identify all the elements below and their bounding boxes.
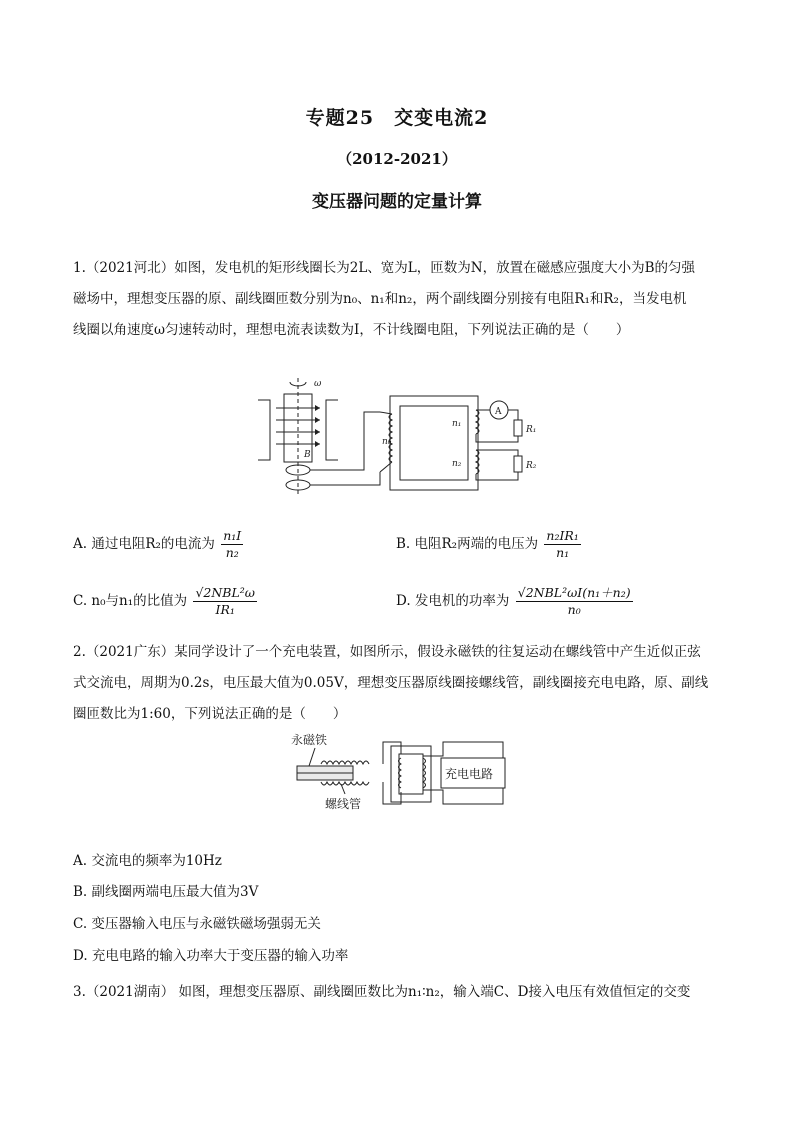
q2-line-2: 式交流电，周期为0.2s，电压最大值为0.05V，理想变压器原线圈接螺线管，副线圈接充电电路，原、副线 xyxy=(73,675,709,691)
omega-label: ω xyxy=(314,379,322,389)
q1-option-a-denominator: n₂ xyxy=(225,545,239,560)
question-2-stem xyxy=(73,637,733,730)
field-b-label: B xyxy=(304,450,311,460)
q1-option-c-label: C. n₀与n₁的比值为 xyxy=(73,593,188,609)
charging-circuit-label: 充电电路 xyxy=(445,767,494,781)
q1-option-a-numerator: n₁I xyxy=(223,528,242,543)
q1-option-b[interactable] xyxy=(396,528,583,561)
q1-option-d-numerator: √2NBL²ωI(n₁＋n₂) xyxy=(517,585,631,600)
q2-option-c[interactable]: C. 变压器输入电压与永磁铁磁场强弱无关 xyxy=(73,916,321,932)
q1-option-d-denominator: n₀ xyxy=(567,602,581,617)
n0-label: n₀ xyxy=(382,437,392,447)
page-title: 专题25 交变电流2 xyxy=(305,107,489,129)
question-3-stem xyxy=(73,977,733,1008)
q1-option-a[interactable] xyxy=(73,528,245,561)
r1-label: R₁ xyxy=(526,425,537,435)
question-1-stem xyxy=(73,253,733,346)
q2-option-d[interactable]: D. 充电电路的输入功率大于变压器的输入功率 xyxy=(73,948,349,964)
q1-option-d-label: D. 发电机的功率为 xyxy=(396,593,510,609)
q1-option-c-fraction xyxy=(193,585,257,618)
q3-line-1: 3.（2021湖南） 如图，理想变压器原、副线圈匝数比为n₁∶n₂，输入端C、D接入电压有效值恒定的交变 xyxy=(73,984,691,1000)
ammeter-label: A xyxy=(495,407,502,417)
q1-generator-transformer-figure xyxy=(252,372,552,502)
q1-line-1: 1.（2021河北）如图，发电机的矩形线圈长为2L、宽为L，匝数为N，放置在磁感应强度大小为B的匀强 xyxy=(73,260,695,276)
q1-option-c-numerator: √2NBL²ω xyxy=(195,585,255,600)
q1-option-b-numerator: n₂IR₁ xyxy=(546,528,579,543)
section-subtitle: 变压器问题的定量计算 xyxy=(312,192,482,212)
q1-option-c[interactable] xyxy=(73,585,259,618)
year-range: （2012-2021） xyxy=(337,150,457,168)
solenoid-label: 螺线管 xyxy=(325,797,362,811)
q2-line-3: 圈匝数比为1:60，下列说法正确的是（ ） xyxy=(73,706,347,722)
q1-line-2: 磁场中，理想变压器的原、副线圈匝数分别为n₀、n₁和n₂，两个副线圈分别接有电阻R₁和R₂，当发电机 xyxy=(73,291,687,307)
q1-line-3: 线圈以角速度ω匀速转动时，理想电流表读数为I，不计线圈电阻，下列说法正确的是（ ） xyxy=(73,322,630,338)
q2-line-1: 2.（2021广东）某同学设计了一个充电装置，如图所示，假设永磁铁的往复运动在螺线管中产生近似正弦 xyxy=(73,644,701,660)
magnet-label: 永磁铁 xyxy=(291,733,328,747)
q1-option-b-fraction xyxy=(544,528,580,561)
q1-option-c-denominator: IR₁ xyxy=(215,602,235,617)
n1-label: n₁ xyxy=(452,419,462,429)
q1-option-a-label: A. 通过电阻R₂的电流为 xyxy=(73,536,215,552)
q1-option-b-denominator: n₁ xyxy=(556,545,570,560)
q1-option-b-label: B. 电阻R₂两端的电压为 xyxy=(396,536,539,552)
q1-option-d[interactable] xyxy=(396,585,635,618)
r2-label: R₂ xyxy=(526,461,537,471)
n2-label: n₂ xyxy=(452,459,462,469)
q1-option-a-fraction xyxy=(221,528,243,561)
q2-option-a[interactable]: A. 交流电的频率为10Hz xyxy=(73,853,222,869)
q1-option-d-fraction xyxy=(516,585,633,618)
q2-charging-device-figure xyxy=(285,728,515,818)
q2-option-b[interactable]: B. 副线圈两端电压最大值为3V xyxy=(73,884,259,900)
